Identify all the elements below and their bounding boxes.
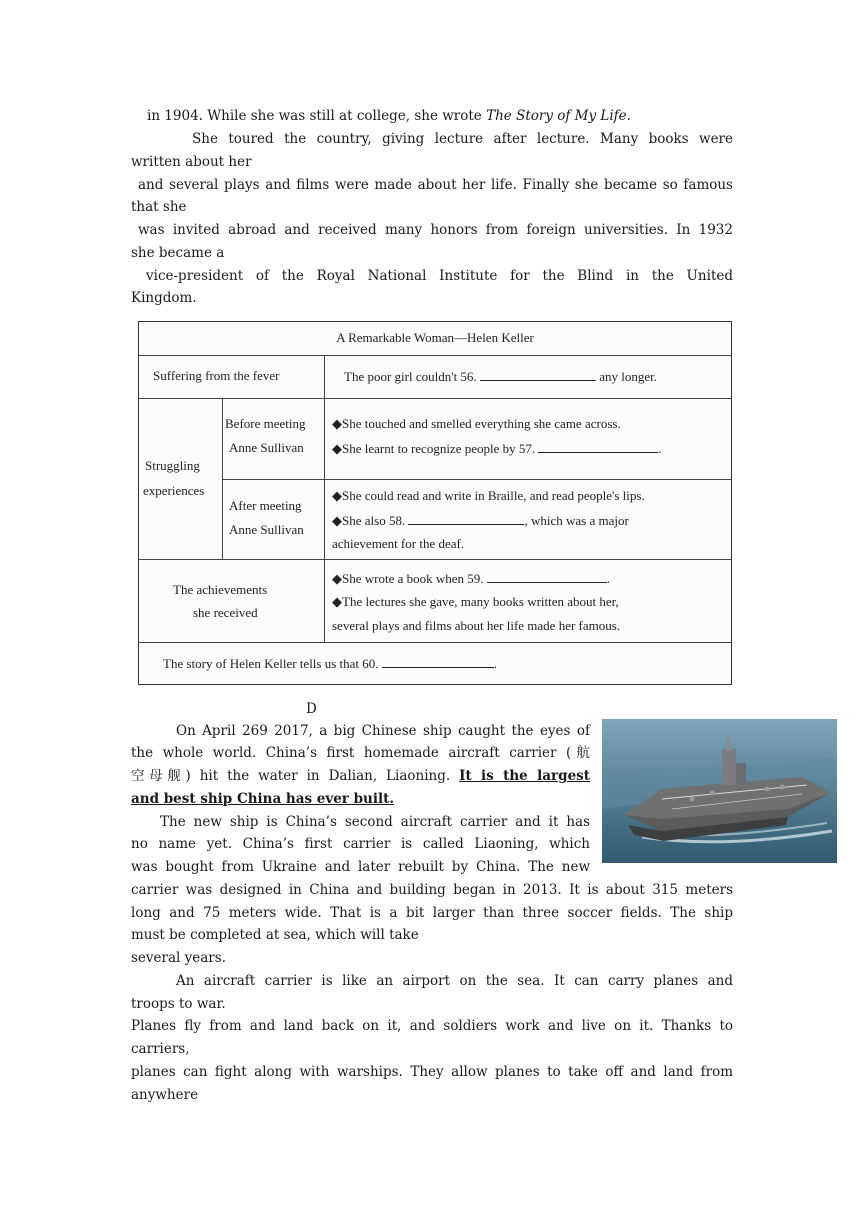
row-content [344, 368, 657, 385]
passage-line: carriers, [131, 1041, 190, 1057]
passage-line: The new ship is China’s second aircraft carrier and it has [160, 814, 590, 830]
passage-line: she became a [131, 245, 225, 261]
row-label: After meeting [229, 498, 302, 513]
passage-line: written about her [131, 154, 252, 170]
passage-line: long and 75 meters wide. That is a bit larger than three soccer fields. The ship [131, 905, 733, 921]
passage-line [131, 768, 590, 785]
answer-blank [480, 368, 596, 381]
passage-line: the whole world. China’s first homemade aircraft carrier (航 [131, 745, 590, 761]
answer-blank [538, 440, 658, 453]
row-content: achievement for the deaf. [332, 536, 465, 551]
passage-line: An aircraft carrier is like an airport on the sea. It can carry planes and [176, 973, 733, 989]
text: The poor girl couldn't 56. [344, 369, 477, 384]
text: . [626, 108, 631, 124]
row-content: several plays and films about her life made her famous. [332, 618, 621, 633]
answer-blank [408, 512, 524, 525]
passage-line: She toured the country, giving lecture after lecture. Many books were [192, 131, 733, 147]
passage-line: vice-president of the Royal National Institute for the Blind in the United [146, 268, 733, 284]
table-rule [324, 355, 325, 642]
text: in 1904. While she was still at college, she wrote [147, 108, 487, 124]
text: . [493, 656, 498, 671]
passage-line: no name yet. China’s first carrier is called Liaoning, which [131, 836, 590, 852]
row-label: Anne Sullivan [229, 522, 304, 537]
text: . [658, 441, 662, 456]
passage-line: anywhere [131, 1087, 199, 1103]
section-heading: D [306, 701, 317, 717]
passage-line: must be completed at sea, which will take [131, 927, 419, 943]
passage-line: Planes fly from and land back on it, and soldiers work and live on it. Thanks to [131, 1018, 733, 1034]
text: . [606, 571, 611, 586]
passage-line: several years. [131, 950, 226, 966]
row-content: ◆She could read and write in Braille, and read people's lips. [332, 488, 645, 503]
passage-line: and several plays and films were made about her life. Finally she became so famous [138, 177, 733, 193]
text: ◆She learnt to recognize people by 57. [332, 441, 536, 456]
passage-line: Kingdom. [131, 290, 197, 306]
underlined-sentence: and best ship China has ever built. [131, 791, 395, 807]
answer-blank [382, 655, 494, 668]
passage-line: was invited abroad and received many honors from foreign universities. In 1932 [138, 222, 733, 238]
table-rule [139, 559, 731, 560]
passage-line: troops to war. [131, 996, 226, 1012]
table-rule [222, 398, 223, 559]
passage-line [147, 108, 631, 125]
summary-table [138, 321, 732, 685]
row-label: The achievements [173, 582, 268, 597]
table-rule [139, 398, 731, 399]
row-content: ◆She touched and smelled everything she came across. [332, 416, 621, 431]
group-label: Struggling [145, 458, 200, 473]
table-rule [139, 642, 731, 643]
text: any longer. [599, 369, 657, 384]
row-label: Before meeting [225, 416, 306, 431]
passage-line [131, 791, 394, 808]
table-rule [222, 479, 731, 480]
passage-line: carrier was designed in China and building began in 2013. It is about 315 meters [131, 882, 733, 898]
text: The story of Helen Keller tells us that 60. [163, 656, 379, 671]
row-content [332, 512, 629, 529]
passage-line: was bought from Ukraine and later rebuilt by China. The new [131, 859, 590, 875]
passage-line: On April 269 2017, a big Chinese ship caught the eyes of [176, 723, 590, 739]
row-content: ◆The lectures she gave, many books written about her, [332, 594, 619, 609]
passage-line: that she [131, 199, 187, 215]
row-label: Suffering from the fever [153, 368, 280, 383]
group-label: experiences [143, 483, 205, 498]
row-content [332, 570, 610, 587]
text: ◆She also 58. [332, 513, 406, 528]
answer-blank [487, 570, 607, 583]
text: ◆She wrote a book when 59. [332, 571, 484, 586]
book-title: The Story of My Life [486, 108, 627, 124]
table-rule [139, 355, 731, 356]
row-content [163, 655, 497, 672]
text: 空母舰) hit the water in Dalian, Liaoning. [131, 768, 460, 784]
text: , which was a major [524, 513, 629, 528]
table-title: A Remarkable Woman—Helen Keller [336, 330, 534, 345]
underlined-sentence: It is the largest [459, 768, 590, 784]
aircraft-carrier-photo [602, 719, 837, 863]
row-label: she received [193, 605, 258, 620]
passage-line: planes can fight along with warships. They allow planes to take off and land from [131, 1064, 733, 1080]
row-label: Anne Sullivan [229, 440, 304, 455]
row-content [332, 440, 662, 457]
